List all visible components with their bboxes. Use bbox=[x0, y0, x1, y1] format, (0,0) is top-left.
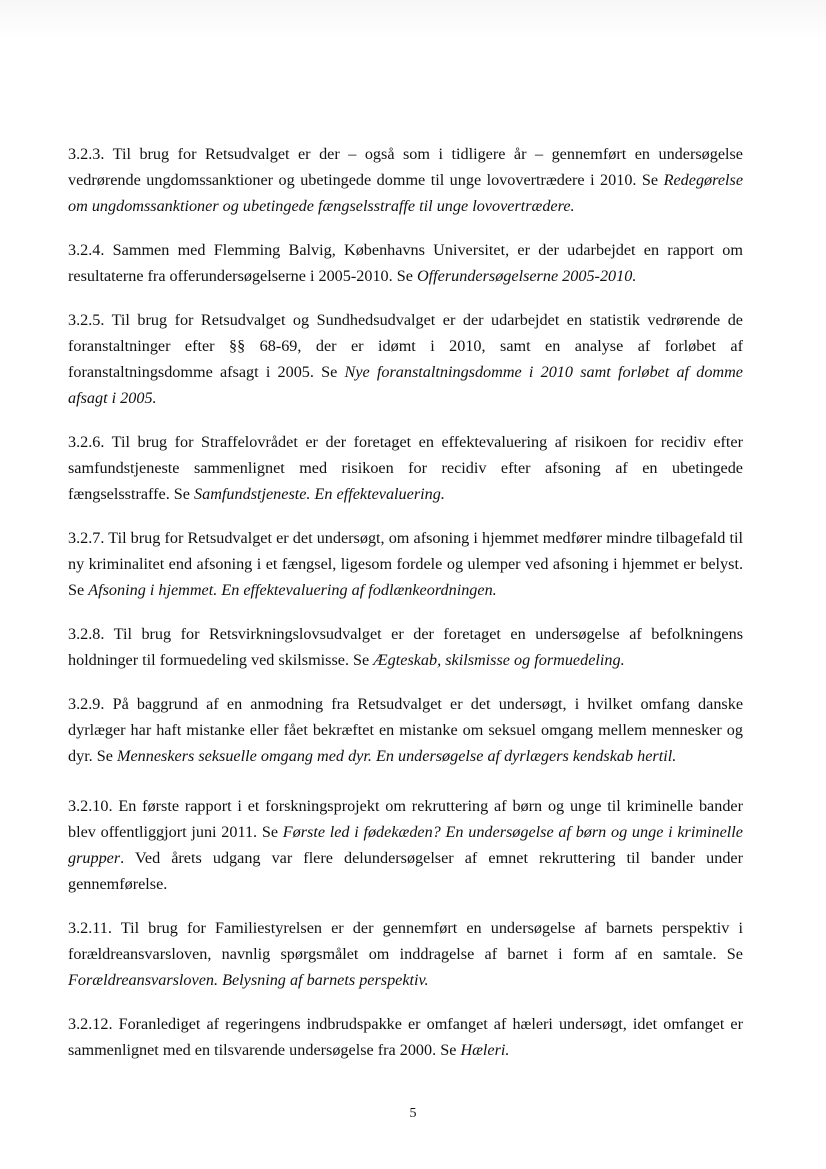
paragraph-3-2-12 bbox=[68, 1011, 743, 1063]
paragraph-text: 3.2.11. Til brug for Familiestyrelsen er der gennemført en undersøgelse af barnets perspektiv i forældreansvarsloven, navnlig spørgsmålet om inddragelse af barnet i form af en samtale. Se bbox=[68, 919, 743, 963]
paragraph-3-2-8 bbox=[68, 621, 743, 673]
report-reference: Afsoning i hjemmet. En effektevaluering af fodlænkeordningen. bbox=[88, 581, 497, 599]
report-reference: Redegørelse om ungdomssanktioner og ubetingede fængselsstraffe til unge lovovertrædere. bbox=[68, 171, 743, 215]
paragraph-text: 3.2.6. Til brug for Straffelovrådet er der foretaget en effektevaluering af risikoen for recidiv efter samfundstjeneste sammenlignet med risikoen for recidiv efter afsoning af en ubetingede fængselsstraffe. Se bbox=[68, 433, 743, 503]
paragraph-text: 3.2.5. Til brug for Retsudvalget og Sundhedsudvalget er der udarbejdet en statistik vedrørende de foranstaltninger efter §§ 68-69, der er idømt i 2010, samt en analyse af forløbet af foranstaltningsdomme afsagt i 2005. Se bbox=[68, 311, 743, 381]
paragraph-text-continued: . Ved årets udgang var flere delundersøgelser af emnet rekruttering til bander under gennemførelse. bbox=[68, 849, 743, 893]
paragraph-text: 3.2.12. Foranlediget af regeringens indbrudspakke er omfanget af hæleri undersøgt, idet omfanget er sammenlignet med en tilsvarende undersøgelse fra 2000. Se bbox=[68, 1015, 743, 1059]
report-reference: Hæleri. bbox=[460, 1041, 510, 1059]
report-reference: Ægteskab, skilsmisse og formuedeling. bbox=[373, 651, 625, 669]
paragraph-3-2-4 bbox=[68, 237, 743, 289]
scan-edge-shading bbox=[0, 0, 826, 40]
report-reference: Nye foranstaltningsdomme i 2010 samt forløbet af domme afsagt i 2005. bbox=[68, 363, 743, 407]
report-reference: Menneskers seksuelle omgang med dyr. En undersøgelse af dyrlægers kendskab hertil. bbox=[117, 747, 677, 765]
report-reference: Samfundstjeneste. En effektevaluering. bbox=[194, 485, 445, 503]
paragraph-text: 3.2.4. Sammen med Flemming Balvig, Københavns Universitet, er der udarbejdet en rapport om resultaterne fra offerundersøgelserne i 2005-2010. Se bbox=[68, 241, 743, 285]
page-number: 5 bbox=[409, 1106, 417, 1121]
paragraph-text: 3.2.3. Til brug for Retsudvalget er der – også som i tidligere år – gennemført en undersøgelse vedrørende ungdomssanktioner og ubetingede domme til unge lovovertrædere i 2010. Se bbox=[68, 145, 743, 189]
paragraph-3-2-11 bbox=[68, 915, 743, 993]
paragraph-3-2-9 bbox=[68, 691, 743, 769]
paragraph-3-2-3 bbox=[68, 141, 743, 219]
paragraph-3-2-5 bbox=[68, 307, 743, 411]
paragraph-text: 3.2.9. På baggrund af en anmodning fra Retsudvalget er det undersøgt, i hvilket omfang danske dyrlæger har haft mistanke eller fået bekræftet en mistanke om seksuel omgang mellem mennesker og dyr. Se bbox=[68, 695, 743, 765]
paragraph-3-2-7 bbox=[68, 525, 743, 603]
paragraph-text: 3.2.7. Til brug for Retsudvalget er det undersøgt, om afsoning i hjemmet medfører mindre tilbagefald til ny kriminalitet end afsoning i et fængsel, ligesom fordele og ulemper ved afsoning i hjemmet er belyst. Se bbox=[68, 529, 743, 599]
report-reference: Offerundersøgelserne 2005-2010. bbox=[416, 267, 637, 285]
report-reference: Forældreansvarsloven. Belysning af barnets perspektiv. bbox=[68, 971, 429, 989]
paragraph-text: 3.2.8. Til brug for Retsvirkningslovsudvalget er der foretaget en undersøgelse af befolkningens holdninger til formuedeling ved skilsmisse. Se bbox=[68, 625, 743, 669]
paragraph-3-2-6 bbox=[68, 429, 743, 507]
report-reference: Første led i fødekæden? En undersøgelse af børn og unge i kriminelle grupper bbox=[68, 823, 743, 867]
paragraph-text: 3.2.10. En første rapport i et forskningsprojekt om rekruttering af børn og unge til kriminelle bander blev offentliggjort juni 2011. Se bbox=[68, 797, 743, 841]
document-body bbox=[68, 141, 743, 1063]
paragraph-3-2-10 bbox=[68, 793, 743, 897]
